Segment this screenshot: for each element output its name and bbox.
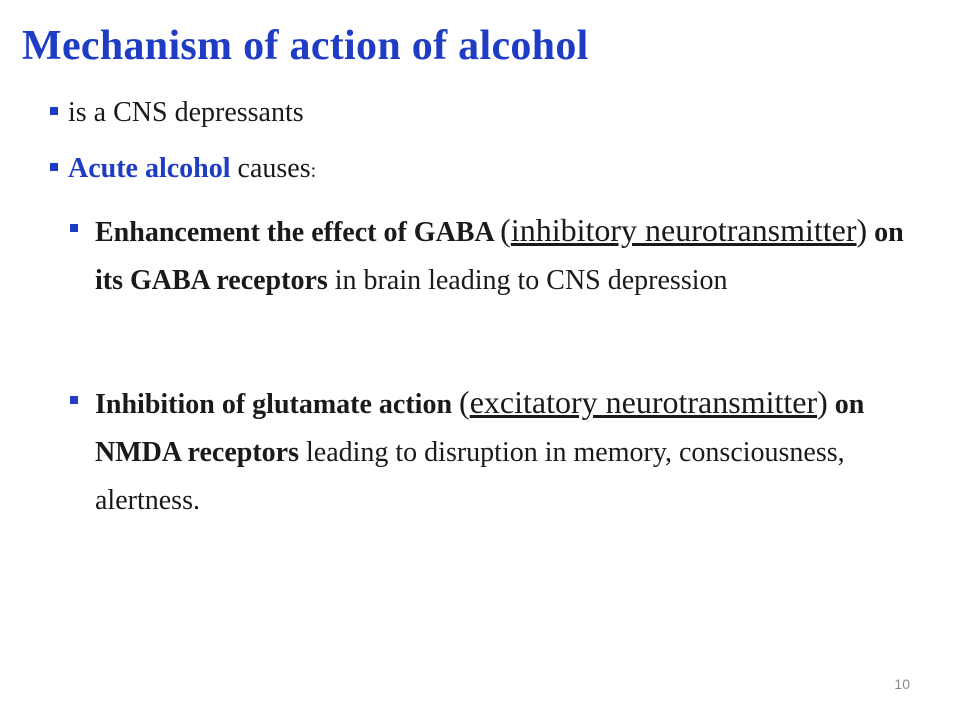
square-bullet-icon bbox=[70, 396, 78, 404]
bullet-text: is a CNS depressants bbox=[68, 97, 304, 128]
square-bullet-icon bbox=[70, 224, 78, 232]
strong-text: Inhibition of glutamate action bbox=[95, 389, 460, 420]
subbullet-gaba bbox=[70, 206, 930, 305]
underlined-text: inhibitory neurotransmitter bbox=[510, 212, 857, 248]
underlined-text: excitatory neurotransmitter bbox=[469, 384, 818, 420]
bullet-text-rest: causes bbox=[230, 153, 311, 184]
plain-text: leading to disruption in memory, consciousness, alertness. bbox=[95, 437, 845, 516]
plain-text: in brain leading to CNS depression bbox=[327, 265, 728, 296]
subbullet-text bbox=[95, 206, 925, 305]
paren-open: ( bbox=[459, 384, 470, 420]
paren-close: ) bbox=[856, 212, 868, 248]
slide-title: Mechanism of action of alcohol bbox=[22, 23, 589, 69]
accent-text: Acute alcohol bbox=[68, 153, 231, 184]
bullet-text bbox=[68, 152, 316, 188]
bullet-acute-alcohol bbox=[50, 152, 316, 188]
colon: : bbox=[310, 160, 317, 182]
subbullet-text bbox=[95, 378, 925, 525]
paren-open: ( bbox=[500, 212, 511, 248]
square-bullet-icon bbox=[50, 163, 58, 171]
square-bullet-icon bbox=[50, 107, 58, 115]
strong-text: Enhancement the effect of GABA bbox=[95, 217, 501, 248]
subbullet-glutamate bbox=[70, 378, 930, 525]
page-number: 10 bbox=[894, 676, 910, 692]
paren-close: ) bbox=[817, 384, 828, 420]
strong-text: on its GABA receptors bbox=[95, 217, 904, 296]
bullet-cns-depressant bbox=[50, 96, 304, 130]
strong-text: on NMDA receptors bbox=[95, 389, 865, 468]
